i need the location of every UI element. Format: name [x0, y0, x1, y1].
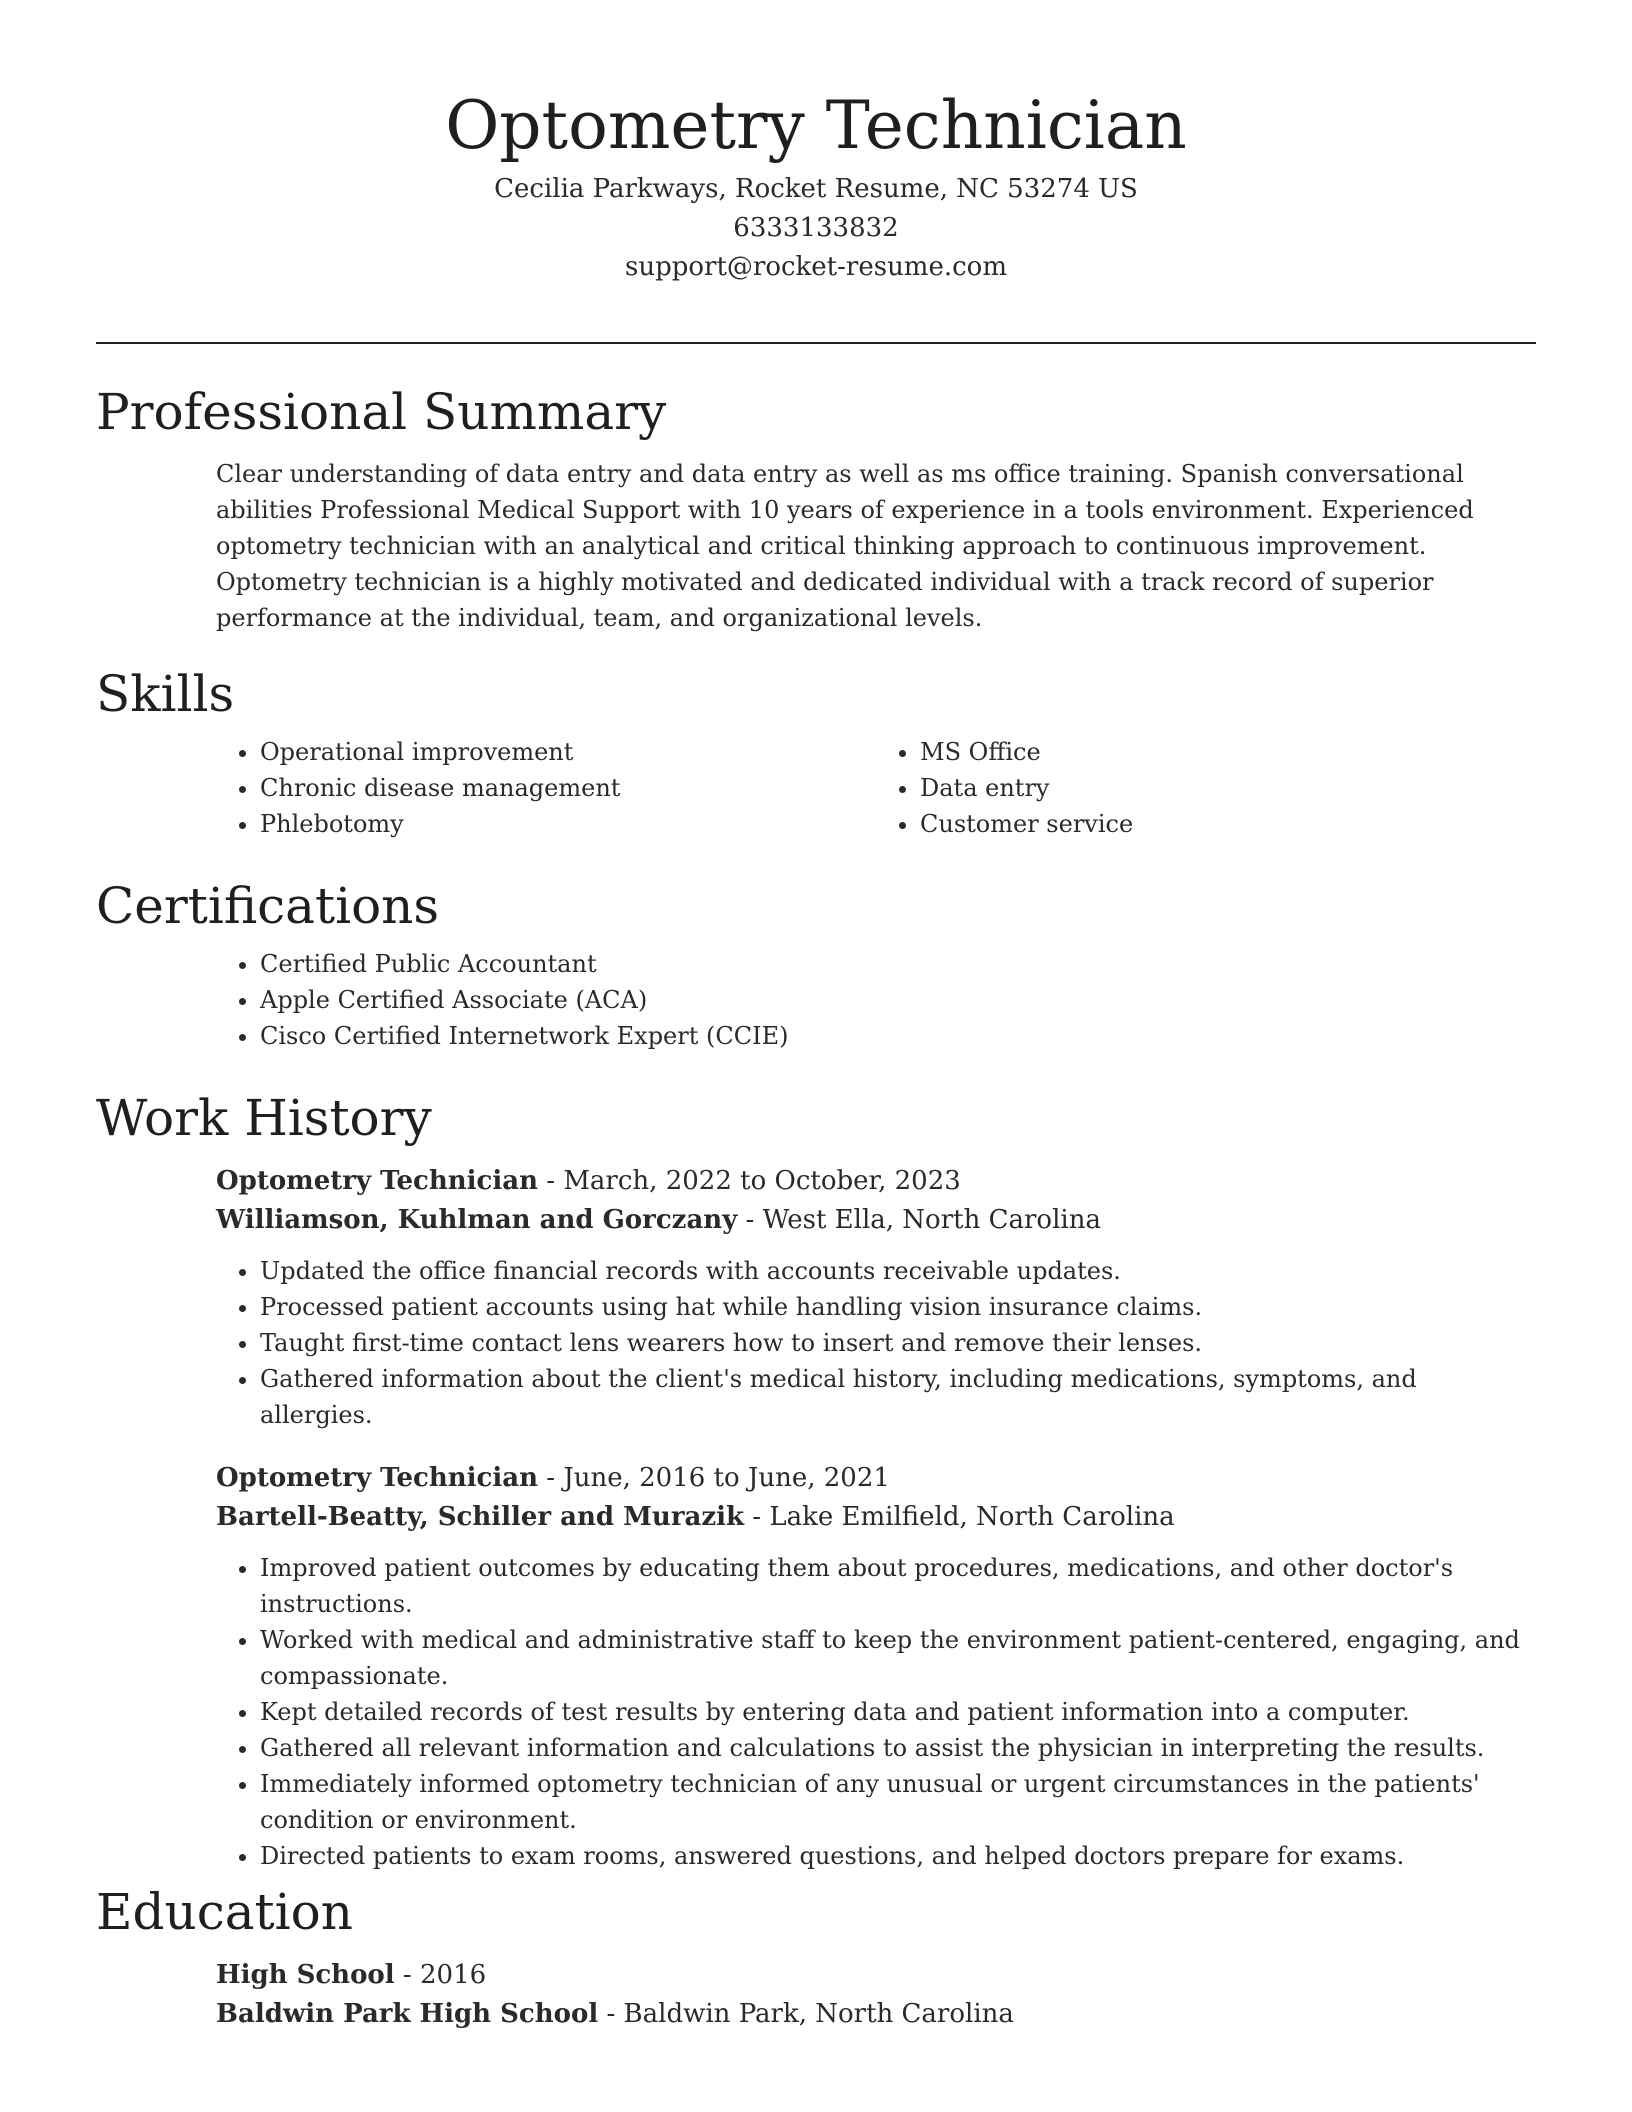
job-entry [216, 1459, 1536, 1874]
skills-section [96, 662, 1536, 842]
job-employer-line [216, 1201, 1536, 1240]
job-dates: March, 2022 to October, 2023 [563, 1166, 961, 1196]
separator: - [598, 1999, 624, 2029]
separator: - [537, 1166, 564, 1196]
job-employer: Williamson, Kuhlman and Gorczany [216, 1205, 738, 1235]
skills-list-left [216, 734, 876, 842]
job-bullet: • Gathered information about the client's medical history, including medications, symptoms, and allergies. [260, 1361, 1536, 1433]
work-history-section [96, 1086, 1536, 1874]
education-section [96, 1880, 1536, 2034]
job-location: West Ella, North Carolina [762, 1205, 1101, 1235]
job-bullets [216, 1550, 1536, 1874]
job-title: Optometry Technician [216, 1463, 538, 1493]
job-bullet: • Improved patient outcomes by educating them about procedures, medications, and other doctor's instructions. [260, 1550, 1536, 1622]
job-dates: June, 2016 to June, 2021 [563, 1463, 890, 1493]
contact-email: support@rocket-resume.com [624, 252, 1007, 282]
certifications-section [96, 874, 1536, 1054]
summary-section [96, 380, 1536, 636]
job-bullet: • Processed patient accounts using hat while handling vision insurance claims. [260, 1289, 1536, 1325]
education-school: Baldwin Park High School [216, 1999, 599, 2029]
job-bullets [216, 1253, 1536, 1433]
job-location: Lake Emilfield, North Carolina [769, 1502, 1175, 1532]
education-location: Baldwin Park, North Carolina [623, 1999, 1014, 2029]
work-history-heading: Work History [96, 1089, 432, 1147]
certifications-heading: Certifications [96, 877, 440, 935]
certification-item: • Apple Certified Associate (ACA) [260, 982, 1536, 1018]
certification-item: • Cisco Certified Internetwork Expert (CCIE) [260, 1018, 1536, 1054]
job-bullet: • Directed patients to exam rooms, answered questions, and helped doctors prepare for exams. [260, 1838, 1536, 1874]
education-degree-line [216, 1956, 1536, 1995]
job-bullet: • Gathered all relevant information and calculations to assist the physician in interpreting the results. [260, 1730, 1536, 1766]
summary-heading: Professional Summary [96, 383, 667, 441]
resume-header [0, 82, 1632, 287]
certifications-list [216, 946, 1536, 1054]
separator: - [537, 1463, 564, 1493]
contact-phone: 6333133832 [733, 213, 899, 243]
job-bullet: • Immediately informed optometry technician of any unusual or urgent circumstances in the patients' condition or environment. [260, 1766, 1536, 1838]
skill-item: • Operational improvement [260, 734, 876, 770]
job-bullet: • Worked with medical and administrative staff to keep the environment patient-centered, engaging, and compassionate. [260, 1622, 1536, 1694]
skills-list-right [876, 734, 1536, 842]
separator: - [744, 1502, 770, 1532]
job-employer-line [216, 1498, 1536, 1537]
job-title-line [216, 1162, 1536, 1201]
skill-item: • MS Office [920, 734, 1536, 770]
header-divider [96, 342, 1536, 344]
certification-item: • Certified Public Accountant [260, 946, 1536, 982]
job-bullet: • Updated the office financial records with accounts receivable updates. [260, 1253, 1536, 1289]
education-degree: High School [216, 1960, 395, 1990]
education-entry [216, 1956, 1536, 2034]
skill-item: • Phlebotomy [260, 806, 876, 842]
job-title: Optometry Technician [216, 1166, 538, 1196]
separator: - [394, 1960, 420, 1990]
skills-heading: Skills [96, 665, 235, 723]
education-year: 2016 [419, 1960, 487, 1990]
certifications-body [216, 946, 1536, 1054]
education-school-line [216, 1995, 1536, 2034]
candidate-name: Optometry Technician [445, 87, 1187, 164]
separator: - [737, 1205, 763, 1235]
summary-text: Clear understanding of data entry and data entry as well as ms office training. Spanish conversational abilities Professional Medical Support with 10 years of experience in a tools environment. Experienced optometry technician with an analytical and critical thinking approach to continuous improvement. Optometry technician is a highly motivated and dedicated individual with a track record of superior performance at the individual, team, and organizational levels. [216, 460, 1474, 632]
skills-columns [216, 734, 1536, 842]
job-entry [216, 1162, 1536, 1433]
skill-item: • Data entry [920, 770, 1536, 806]
job-bullet: • Kept detailed records of test results by entering data and patient information into a computer. [260, 1694, 1536, 1730]
job-employer: Bartell-Beatty, Schiller and Murazik [216, 1502, 745, 1532]
job-title-line [216, 1459, 1536, 1498]
skill-item: • Customer service [920, 806, 1536, 842]
skill-item: • Chronic disease management [260, 770, 876, 806]
education-heading: Education [96, 1883, 353, 1941]
job-bullet: • Taught first-time contact lens wearers how to insert and remove their lenses. [260, 1325, 1536, 1361]
contact-address: Cecilia Parkways, Rocket Resume, NC 53274 US [494, 174, 1138, 204]
